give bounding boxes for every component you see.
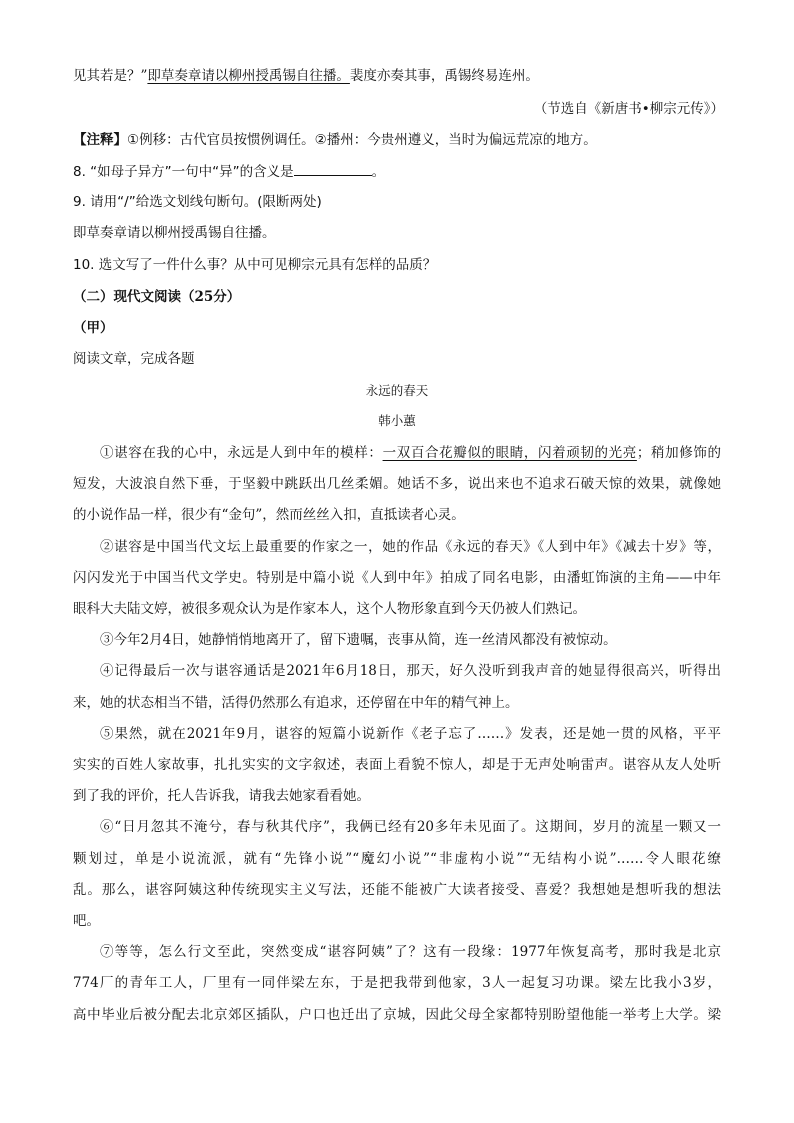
article-line: 的小说作品一样，很少有“金句”，然而丝丝入扣，直抵读者心灵。: [73, 507, 465, 524]
article-text: ；稍加修饰的: [636, 445, 722, 461]
section-subheading: （甲）: [73, 320, 114, 336]
underlined-sentence: 即草奏章请以柳州授禹锡自往播。: [147, 68, 350, 84]
question-9-sentence: 即草奏章请以柳州授禹锡自往播。: [73, 225, 276, 241]
section-heading: （二）现代文阅读（25分）: [73, 289, 241, 305]
article-line: ⑦等等，怎么行文至此，突然变成“谌容阿姨”了？这有一段缘：1977年恢复高考，那时我是北京: [100, 944, 721, 961]
article-line: 吧。: [73, 913, 100, 929]
article-line: [100, 443, 721, 463]
underlined-phrase: 一双百合花瓣似的眼睛，闪着顽韧的光亮: [382, 445, 637, 461]
notes-text: ①例移：古代官员按惯例调任。②播州：今贵州遵义，当时为偏远荒凉的地方。: [127, 132, 597, 148]
question-8-end: 。: [371, 164, 386, 180]
article-line: 眼科大夫陆文婷，被很多观众认为是作家本人，这个人物形象直到今天仍被人们熟记。: [73, 601, 586, 617]
article-line: 774厂的青年工人，厂里有一同伴梁左东，于是把我带到他家，3人一起复习功课。梁左比我小3岁，: [73, 975, 721, 992]
question-8: [73, 161, 385, 182]
article-line: ④记得最后一次与谌容通话是2021年6月18日，那天，好久没听到我声音的她显得很高兴，听得出: [100, 663, 721, 680]
notes-line: [73, 130, 597, 150]
article-line: ②谌容是中国当代文坛上最重要的作家之一，她的作品《永远的春天》《人到中年》《减去十岁》等，: [100, 538, 721, 555]
answer-blank: [294, 161, 372, 176]
article-line: 实实的百姓人家故事，扎扎实实的文字叙述，表面上看貌不惊人，却是于无声处响雷声。谌容从友人处听: [73, 757, 721, 773]
article-title: 永远的春天: [365, 383, 429, 398]
section-instruction: 阅读文章，完成各题: [73, 351, 195, 367]
article-line: 颗划过，单是小说流派，就有“先锋小说”“魔幻小说”“非虚构小说”“无结构小说”……令人眼花缭: [73, 850, 721, 867]
article-line: 到了我的评价，托人告诉我，请我去她家看看她。: [73, 788, 370, 805]
question-9: 9. 请用“/”给选文划线句断句。(限断两处): [73, 194, 322, 210]
article-line: ⑤果然，就在2021年9月，谌容的短篇小说新作《老子忘了……》发表，还是她一贯的风格，平平: [100, 725, 721, 742]
article-line: 高中毕业后被分配去北京郊区插队，户口也迁出了京城，因此父母全家都特别盼望他能一举考上大学。梁: [73, 1006, 721, 1023]
notes-label: 【注释】: [73, 132, 127, 148]
question-10: 10. 选文写了一件什么事？从中可见柳宗元具有怎样的品质？: [73, 257, 437, 273]
article-author: 韩小蕙: [378, 413, 416, 428]
article-line: ③今年2月4日，她静悄悄地离开了，留下遗嘱，丧事从简，连一丝清风都没有被惊动。: [100, 632, 617, 649]
article-line: 乱。那么，谌容阿姨这种传统现实主义写法，还能不能被广大读者接受、喜爱？我想她是想听我的想法: [73, 881, 721, 898]
passage-source: （节选自《新唐书•柳宗元传》）: [533, 101, 724, 117]
passage-tail-text-1: 见其若是？”: [73, 68, 148, 84]
article-line: 短发，大波浪自然下垂，于坚毅中跳跃出几丝柔媚。她话不多，说出来也不追求石破天惊的效果，就像她: [73, 476, 721, 493]
passage-tail-text-2: 裴度亦奏其事，禹锡终易连州。: [349, 68, 539, 84]
passage-tail-line: [73, 66, 539, 86]
article-line: ⑥“日月忽其不淹兮，春与秋其代序”，我俩已经有20多年未见面了。这期间，岁月的流星一颗又一: [100, 819, 721, 836]
article-line: 闪闪发光于中国当代文学史。特别是中篇小说《人到中年》拍成了同名电影，由潘虹饰演的主角——中年: [73, 569, 721, 586]
question-8-text: 8. “如母子异方”一句中“异”的含义是: [73, 164, 294, 180]
article-text: ①谌容在我的心中，永远是人到中年的模样：: [100, 445, 383, 461]
article-line: 来，她的状态相当不错，活得仍然那么有追求，还停留在中年的精气神上。: [73, 694, 519, 711]
